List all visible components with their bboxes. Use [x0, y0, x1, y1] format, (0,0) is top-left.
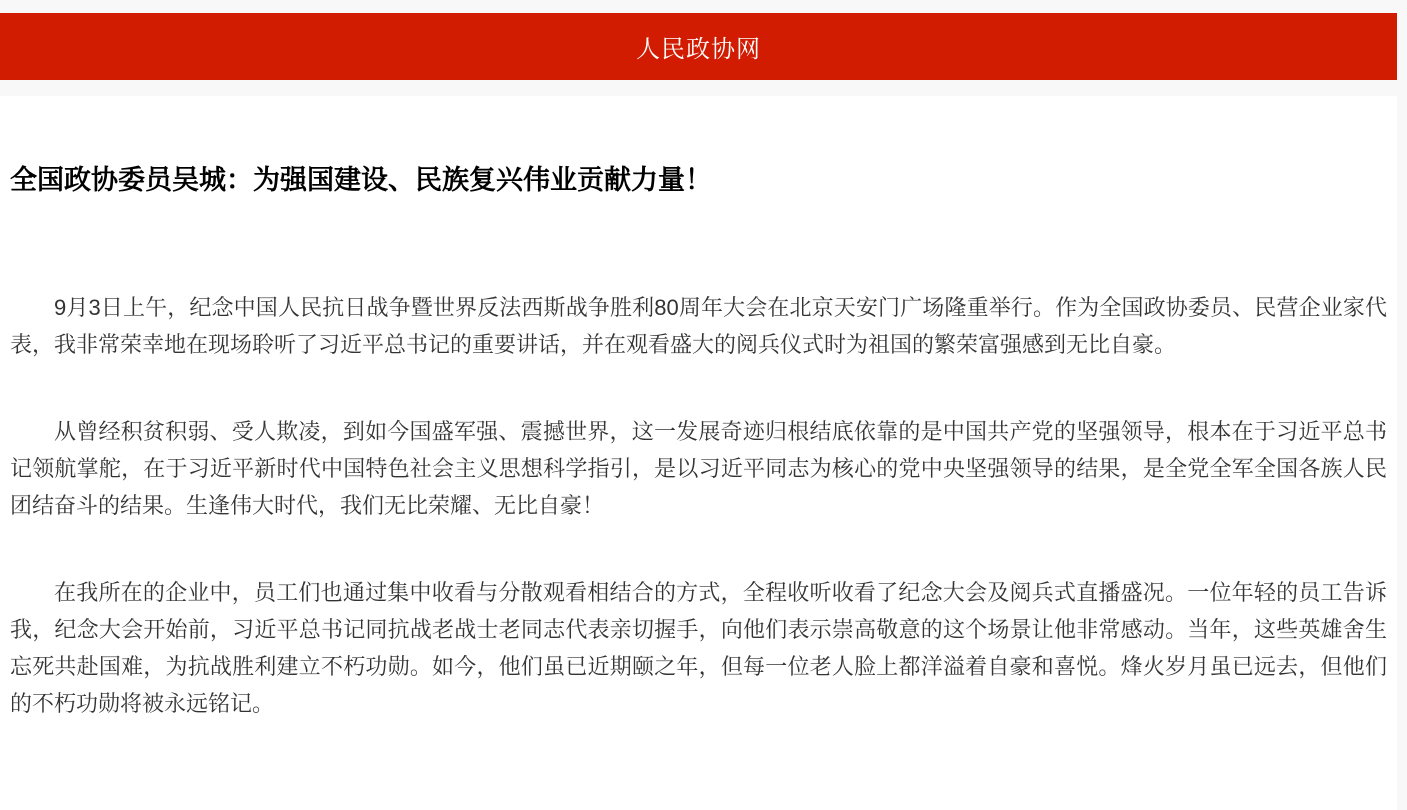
- article-paragraph-1: 9月3日上午，纪念中国人民抗日战争暨世界反法西斯战争胜利80周年大会在北京天安门广场隆重举行。作为全国政协委员、民营企业家代表，我非常荣幸地在现场聆听了习近平总书记的重要讲话，并在观看盛大的阅兵仪式时为祖国的繁荣富强感到无比自豪。: [10, 295, 1387, 357]
- site-banner: [0, 13, 1397, 80]
- article-title: 全国政协委员吴城：为强国建设、民族复兴伟业贡献力量！: [10, 165, 712, 195]
- article-content: [0, 96, 1397, 810]
- article-paragraph-2: 从曾经积贫积弱、受人欺凌，到如今国盛军强、震撼世界，这一发展奇迹归根结底依靠的是中国共产党的坚强领导，根本在于习近平总书记领航掌舵，在于习近平新时代中国特色社会主义思想科学指引，是以习近平同志为核心的党中央坚强领导的结果，是全党全军全国各族人民团结奋斗的结果。生逢伟大时代，我们无比荣耀、无比自豪！: [10, 419, 1387, 518]
- article-paragraph-3: 在我所在的企业中，员工们也通过集中收看与分散观看相结合的方式，全程收听收看了纪念大会及阅兵式直播盛况。一位年轻的员工告诉我，纪念大会开始前，习近平总书记同抗战老战士老同志代表亲切握手，向他们表示崇高敬意的这个场景让他非常感动。当年，这些英雄舍生忘死共赴国难，为抗战胜利建立不朽功勋。如今，他们虽已近期颐之年，但每一位老人脸上都洋溢着自豪和喜悦。烽火岁月虽已远去，但他们的不朽功勋将被永远铭记。: [10, 580, 1387, 716]
- site-banner-title[interactable]: 人民政协网: [636, 36, 761, 63]
